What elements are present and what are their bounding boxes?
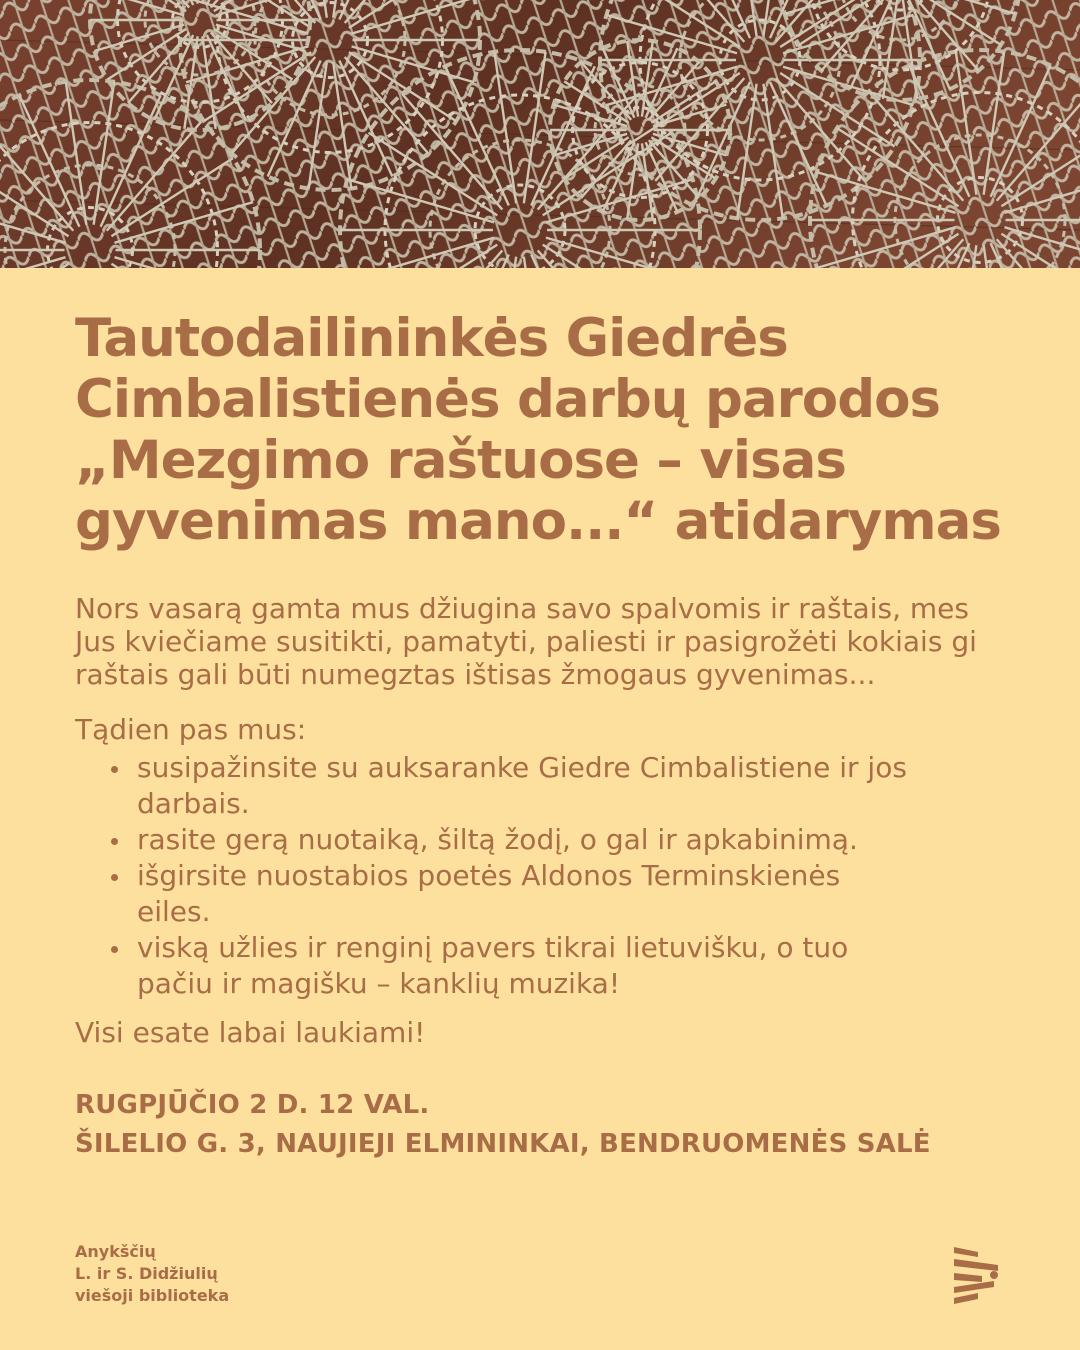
event-place: ŠILELIO G. 3, NAUJIEJI ELMININKAI, BENDRUOMENĖS SALĖ bbox=[75, 1129, 931, 1159]
event-date: RUGPJŪČIO 2 D. 12 VAL. bbox=[75, 1090, 430, 1120]
organization-name-line: viešoji biblioteka bbox=[75, 1286, 230, 1305]
event-title-line: Cimbalistienės darbų parodos bbox=[75, 369, 941, 430]
program-list-item: susipažinsite su auksaranke Giedre Cimbalistiene ir jos darbais. bbox=[109, 750, 917, 822]
intro-paragraph: Nors vasarą gamta mus džiugina savo spalvomis ir raštais, mes Jus kviečiame susitikti, pamatyti, paliesti ir pasigrožėti kokiais gi raštais gali būti numegztas ištisas žmogaus gyvenimas... bbox=[75, 592, 977, 691]
event-title bbox=[75, 308, 1035, 552]
program-list bbox=[75, 750, 1035, 1002]
today-label: Tądien pas mus: bbox=[75, 713, 307, 746]
program-list-item: rasite gerą nuotaiką, šiltą žodį, o gal ir apkabinimą. bbox=[109, 822, 917, 858]
event-title-line: gyvenimas mano...“ atidarymas bbox=[75, 491, 1001, 552]
organization-name-line: Anykščių bbox=[75, 1242, 156, 1261]
hero-image bbox=[0, 0, 1080, 268]
program-list-item: viską užlies ir renginį pavers tikrai lietuvišku, o tuo pačiu ir magišku – kanklių muzika! bbox=[109, 930, 917, 1002]
organization-name-line: L. ir S. Didžiulių bbox=[75, 1264, 218, 1283]
library-logo-icon bbox=[948, 1245, 1008, 1305]
main-content bbox=[75, 308, 1035, 1164]
lace-pattern-graphic bbox=[0, 0, 1080, 268]
event-title-line: „Mezgimo raštuose – visas bbox=[75, 430, 846, 491]
event-details bbox=[75, 1086, 1035, 1164]
organization-name bbox=[75, 1241, 229, 1307]
welcome-text: Visi esate labai laukiami! bbox=[75, 1016, 426, 1049]
program-list-item: išgirsite nuostabios poetės Aldonos Terminskienės eiles. bbox=[109, 858, 917, 930]
event-title-line: Tautodailininkės Giedrės bbox=[75, 308, 788, 369]
